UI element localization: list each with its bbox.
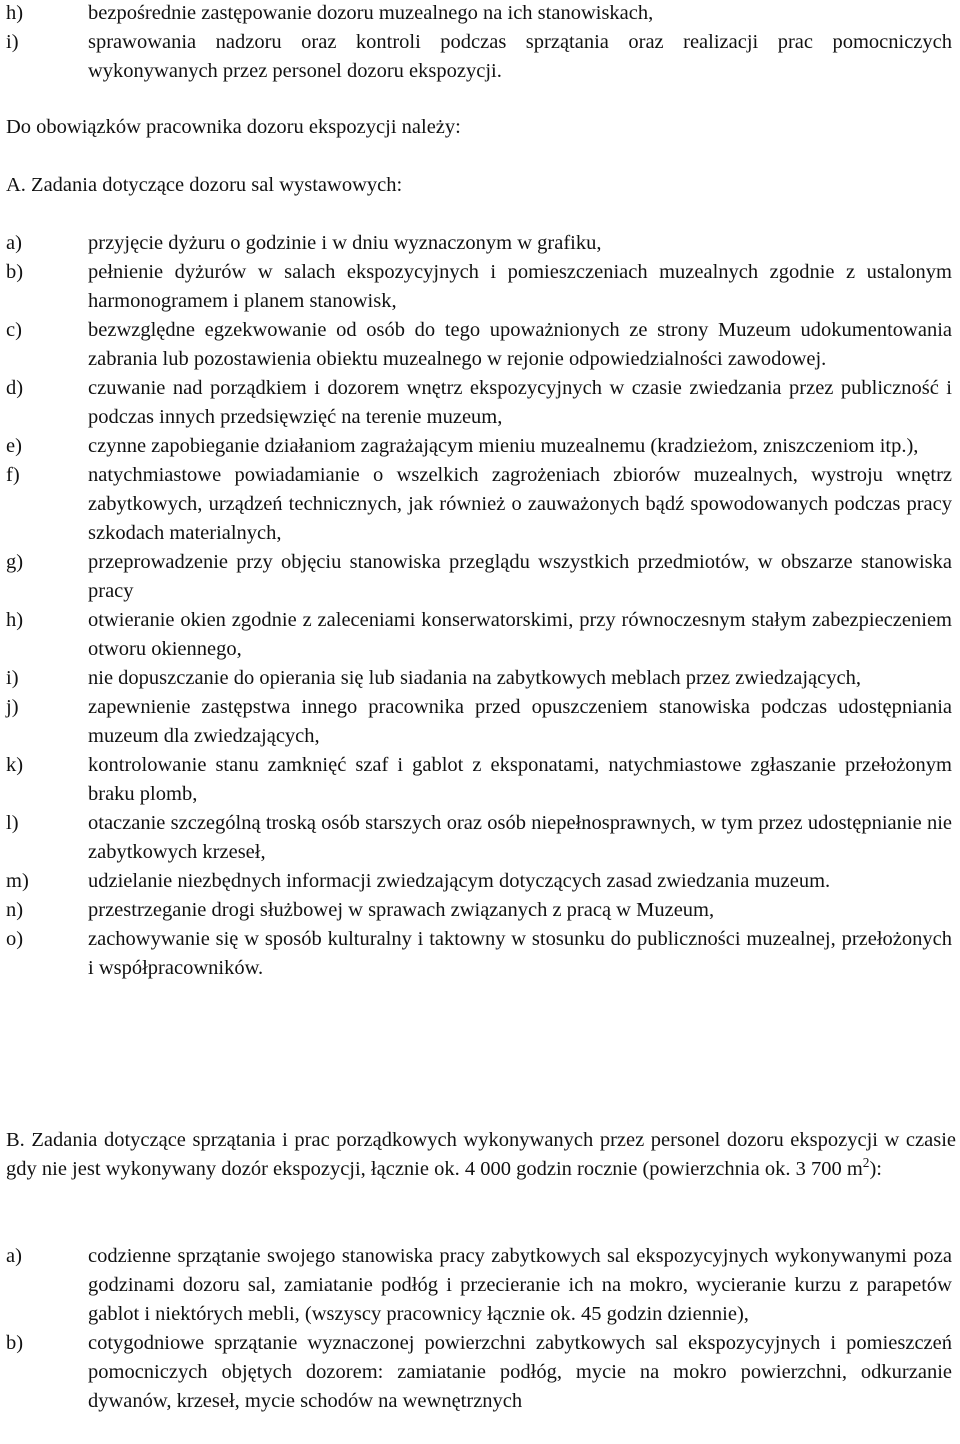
list-text: sprawowania nadzoru oraz kontroli podczas sprzątania oraz realizacji prac pomocniczych wykonywanych przez personel dozoru ekspozycji. xyxy=(88,31,952,82)
list-item xyxy=(0,1329,956,1416)
list-marker: a) xyxy=(6,1245,22,1267)
list-marker: c) xyxy=(6,319,22,341)
list-item xyxy=(0,28,956,86)
list-item xyxy=(0,1242,956,1329)
section-a-heading: A. Zadania dotyczące dozoru sal wystawowych: xyxy=(6,174,403,196)
list-item xyxy=(0,896,956,925)
list-text: bezwzględne egzekwowanie od osób do tego upoważnionych ze strony Muzeum udokumentowania zabrania lub pozostawienia obiektu muzealnego w rejonie odpowiedzialności zawodowej. xyxy=(88,319,952,370)
section-b-heading-sup: 2 xyxy=(862,1155,870,1171)
section-b-heading xyxy=(0,1126,960,1184)
list-marker: g) xyxy=(6,551,24,573)
list-marker: j) xyxy=(6,696,19,718)
list-marker: o) xyxy=(6,928,24,950)
list-text: kontrolowanie stanu zamknięć szaf i gablot z eksponatami, natychmiastowe zgłaszanie przełożonym braku plomb, xyxy=(88,754,952,805)
list-marker: h) xyxy=(6,2,24,24)
list-text: codzienne sprzątanie swojego stanowiska pracy zabytkowych sal ekspozycyjnych wykonywanymi poza godzinami dozoru sal, zamiatanie podłóg i przecieranie ich na mokro, wycieranie kurzu z parapetów gablot i niektórych mebli, (wszyscy pracownicy łącznie ok. 45 godzin dziennie), xyxy=(88,1245,952,1325)
duties-intro: Do obowiązków pracownika dozoru ekspozycji należy: xyxy=(6,116,461,138)
section-b-list xyxy=(0,1242,956,1416)
list-text: natychmiastowe powiadamianie o wszelkich zagrożeniach zbiorów muzealnych, wystroju wnętrz zabytkowych, urządzeń technicznych, jak również o zauważonych bądź spowodowanych podczas pracy szkodach materialnych, xyxy=(88,464,952,544)
list-marker: k) xyxy=(6,754,24,776)
list-item xyxy=(0,229,956,258)
top-list xyxy=(0,0,956,86)
list-text: nie dopuszczanie do opierania się lub siadania na zabytkowych meblach przez zwiedzających, xyxy=(88,667,861,689)
list-text: zapewnienie zastępstwa innego pracownika przed opuszczeniem stanowiska podczas udostępniania muzeum dla zwiedzających, xyxy=(88,696,952,747)
list-text: otaczanie szczególną troską osób starszych oraz osób niepełnosprawnych, w tym przez udostępnianie nie zabytkowych krzeseł, xyxy=(88,812,952,863)
list-text: przeprowadzenie przy objęciu stanowiska przeglądu wszystkich przedmiotów, w obszarze stanowiska pracy xyxy=(88,551,952,602)
list-item xyxy=(0,606,956,664)
list-marker: b) xyxy=(6,1332,24,1354)
list-marker: i) xyxy=(6,31,19,53)
list-item xyxy=(0,925,956,983)
list-marker: h) xyxy=(6,609,24,631)
list-text: przyjęcie dyżuru o godzinie i w dniu wyznaczonym w grafiku, xyxy=(88,232,602,254)
list-item xyxy=(0,809,956,867)
list-text: przestrzeganie drogi służbowej w sprawach związanych z pracą w Muzeum, xyxy=(88,899,715,921)
list-marker: i) xyxy=(6,667,19,689)
list-item xyxy=(0,751,956,809)
list-item xyxy=(0,548,956,606)
list-text: udzielanie niezbędnych informacji zwiedzającym dotyczących zasad zwiedzania muzeum. xyxy=(88,870,831,892)
list-marker: l) xyxy=(6,812,19,834)
list-item xyxy=(0,258,956,316)
list-item xyxy=(0,461,956,548)
list-item xyxy=(0,0,956,28)
list-item xyxy=(0,693,956,751)
list-item xyxy=(0,432,956,461)
list-marker: f) xyxy=(6,464,20,486)
list-text: pełnienie dyżurów w salach ekspozycyjnych i pomieszczeniach muzealnych zgodnie z ustalonym harmonogramem i planem stanowisk, xyxy=(88,261,952,312)
list-text: zachowywanie się w sposób kulturalny i taktowny w stosunku do publiczności muzealnej, przełożonych i współpracowników. xyxy=(88,928,952,979)
section-a-list xyxy=(0,229,956,983)
list-text: cotygodniowe sprzątanie wyznaczonej powierzchni zabytkowych sal ekspozycyjnych i pomieszczeń pomocniczych objętych dozorem: zamiatanie podłóg, mycie na mokro powierzchni, odkurzanie dywanów, krzeseł, mycie schodów na wewnętrznych xyxy=(88,1332,952,1412)
list-marker: b) xyxy=(6,261,24,283)
list-item xyxy=(0,374,956,432)
list-text: czynne zapobieganie działaniom zagrażającym mieniu muzealnemu (kradzieżom, zniszczeniom itp.), xyxy=(88,435,919,457)
section-b-heading-end: ): xyxy=(869,1158,882,1180)
list-text: czuwanie nad porządkiem i dozorem wnętrz ekspozycyjnych w czasie zwiedzania przez publiczność i podczas innych przedsięwzięć na terenie muzeum, xyxy=(88,377,952,428)
list-item xyxy=(0,664,956,693)
list-text: otwieranie okien zgodnie z zaleceniami konserwatorskimi, przy równoczesnym stałym zabezpieczeniem otworu okiennego, xyxy=(88,609,952,660)
list-marker: e) xyxy=(6,435,22,457)
list-marker: d) xyxy=(6,377,24,399)
section-b-heading-main: B. Zadania dotyczące sprzątania i prac porządkowych wykonywanych przez personel dozoru ekspozycji w czasie gdy nie jest wykonywany dozór ekspozycji, łącznie ok. 4 000 godzin rocznie (powierzchnia ok. 3 700 m xyxy=(6,1129,956,1180)
list-marker: n) xyxy=(6,899,24,921)
list-marker: a) xyxy=(6,232,22,254)
list-item xyxy=(0,867,956,896)
list-item xyxy=(0,316,956,374)
list-marker: m) xyxy=(6,870,29,892)
list-text: bezpośrednie zastępowanie dozoru muzealnego na ich stanowiskach, xyxy=(88,2,654,24)
